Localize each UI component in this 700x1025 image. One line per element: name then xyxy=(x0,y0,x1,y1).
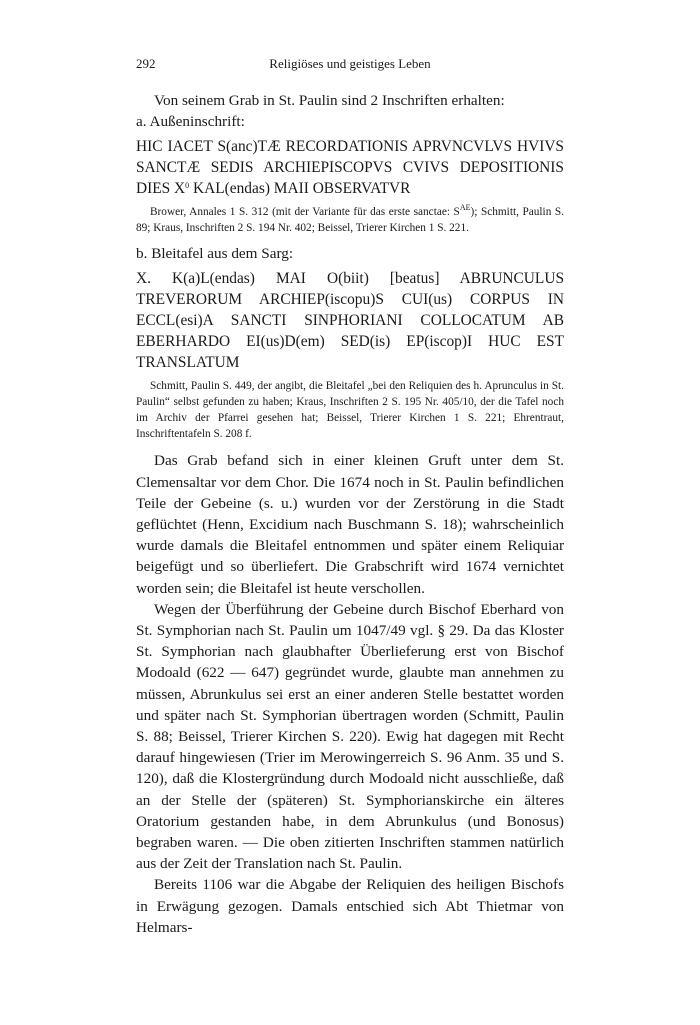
running-head: Religiöses und geistiges Leben xyxy=(269,56,431,71)
intro-paragraph: Von seinem Grab in St. Paulin sind 2 Inschriften erhalten: xyxy=(154,92,505,109)
section-a-note-tail: ); Schmitt, Paulin S. 89; Kraus, Inschriften 2 S. 194 Nr. 402; Beissel, Trierer Kirchen 1 S. 221. xyxy=(136,206,564,235)
section-b-footnote xyxy=(136,379,564,442)
paragraph: Bereits 1106 war die Abgabe der Reliquien des heiligen Bischofs in Erwägung gezogen. Damals entschied sich Abt Thietmar von Helmars- xyxy=(136,876,564,936)
page-header xyxy=(136,56,564,72)
page-number: 292 xyxy=(136,56,156,71)
section-b-label: b. Bleitafel aus dem Sarg: xyxy=(136,245,294,262)
section-a-inscription-superscript: 0 xyxy=(185,181,190,191)
section-a-inscription-tail: KAL(endas) MAII OBSERVATVR xyxy=(189,180,411,198)
section-a-footnote xyxy=(136,205,564,237)
section-a-note-superscript: AE xyxy=(459,203,471,213)
section-a-label: a. Außeninschrift: xyxy=(136,113,245,131)
paragraph: Wegen der Überführung der Gebeine durch Bischof Eberhard von St. Symphorian nach St. Paulin um 1047/49 vgl. § 29. Da das Kloster St. Symphorian nach glaubhafter Überlieferung erst von Bischof Modoald (622 — 647) gegründet wurde, glaubte man annehmen zu müssen, Abrunkulus sei erst an einer anderen Stelle bestattet worden und später nach St. Symphorian übertragen worden (Schmitt, Paulin S. 88; Beissel, Trierer Kirchen S. 220). Ewig hat dagegen mit Recht darauf hingewiesen (Trier im Merowingerreich S. 96 Anm. 35 und S. 120), daß die Klostergründung durch Modoald nicht ausschließe, daß an der Stelle der (späteren) St. Symphorianskirche ein älteres Oratorium gestanden habe, in dem Abrunkulus (und Bonosus) begraben waren. — Die oben zitierten Inschriften stammen natürlich aus der Zeit der Translation nach St. Paulin. xyxy=(136,600,564,873)
paragraph: Das Grab befand sich in einer kleinen Gruft unter dem St. Clemensaltar vor dem Chor. Die 1674 noch in St. Paulin befindlichen Teile der Gebeine (s. u.) wurden vor der Zerstörung in die Stadt geflüchtet (Henn, Excidium nach Buschmann S. 18); wahrscheinlich wurde damals die Bleitafel entnommen und später einem Reliquiar beigefügt und so überliefert. Die Grabschrift wird 1674 vernichtet worden sein; die Bleitafel ist heute verschollen. xyxy=(136,452,564,597)
section-b-note-text: Schmitt, Paulin S. 449, der angibt, die Bleitafel „bei den Reliquien des h. Aprunculus in St. Paulin“ selbst gefunden zu haben; Kraus, Inschriften 2 S. 195 Nr. 405/10, der die Tafel noch im Archiv der Pfarrei gesehen hat; Beissel, Trierer Kirchen 1 S. 221; Ehrentraut, Inschriftentafeln S. 208 f. xyxy=(136,380,564,440)
section-a-note-text: Brower, Annales 1 S. 312 (mit der Variante für das erste sanctae: S xyxy=(150,206,460,219)
section-a-inscription-text: HIC IACET S(anc)TÆ RECORDATIONIS APRVNCVLVS HVIVS SANCTÆ SEDIS ARCHIEPISCOPVS CVIVS DEPOSITIONIS DIES X xyxy=(136,138,564,198)
page-body xyxy=(136,90,564,938)
section-b-inscription: X. K(a)L(endas) MAI O(biit) [beatus] ABRUNCULUS TREVERORUM ARCHIEP(iscopu)S CUI(us) CORPUS IN ECCL(esi)A SANCTI SINPHORIANI COLLOCATUM AB EBERHARDO EI(us)D(em) SED(is) EP(iscop)I HUC EST TRANSLATUM xyxy=(136,270,564,372)
section-a-inscription xyxy=(136,136,564,199)
